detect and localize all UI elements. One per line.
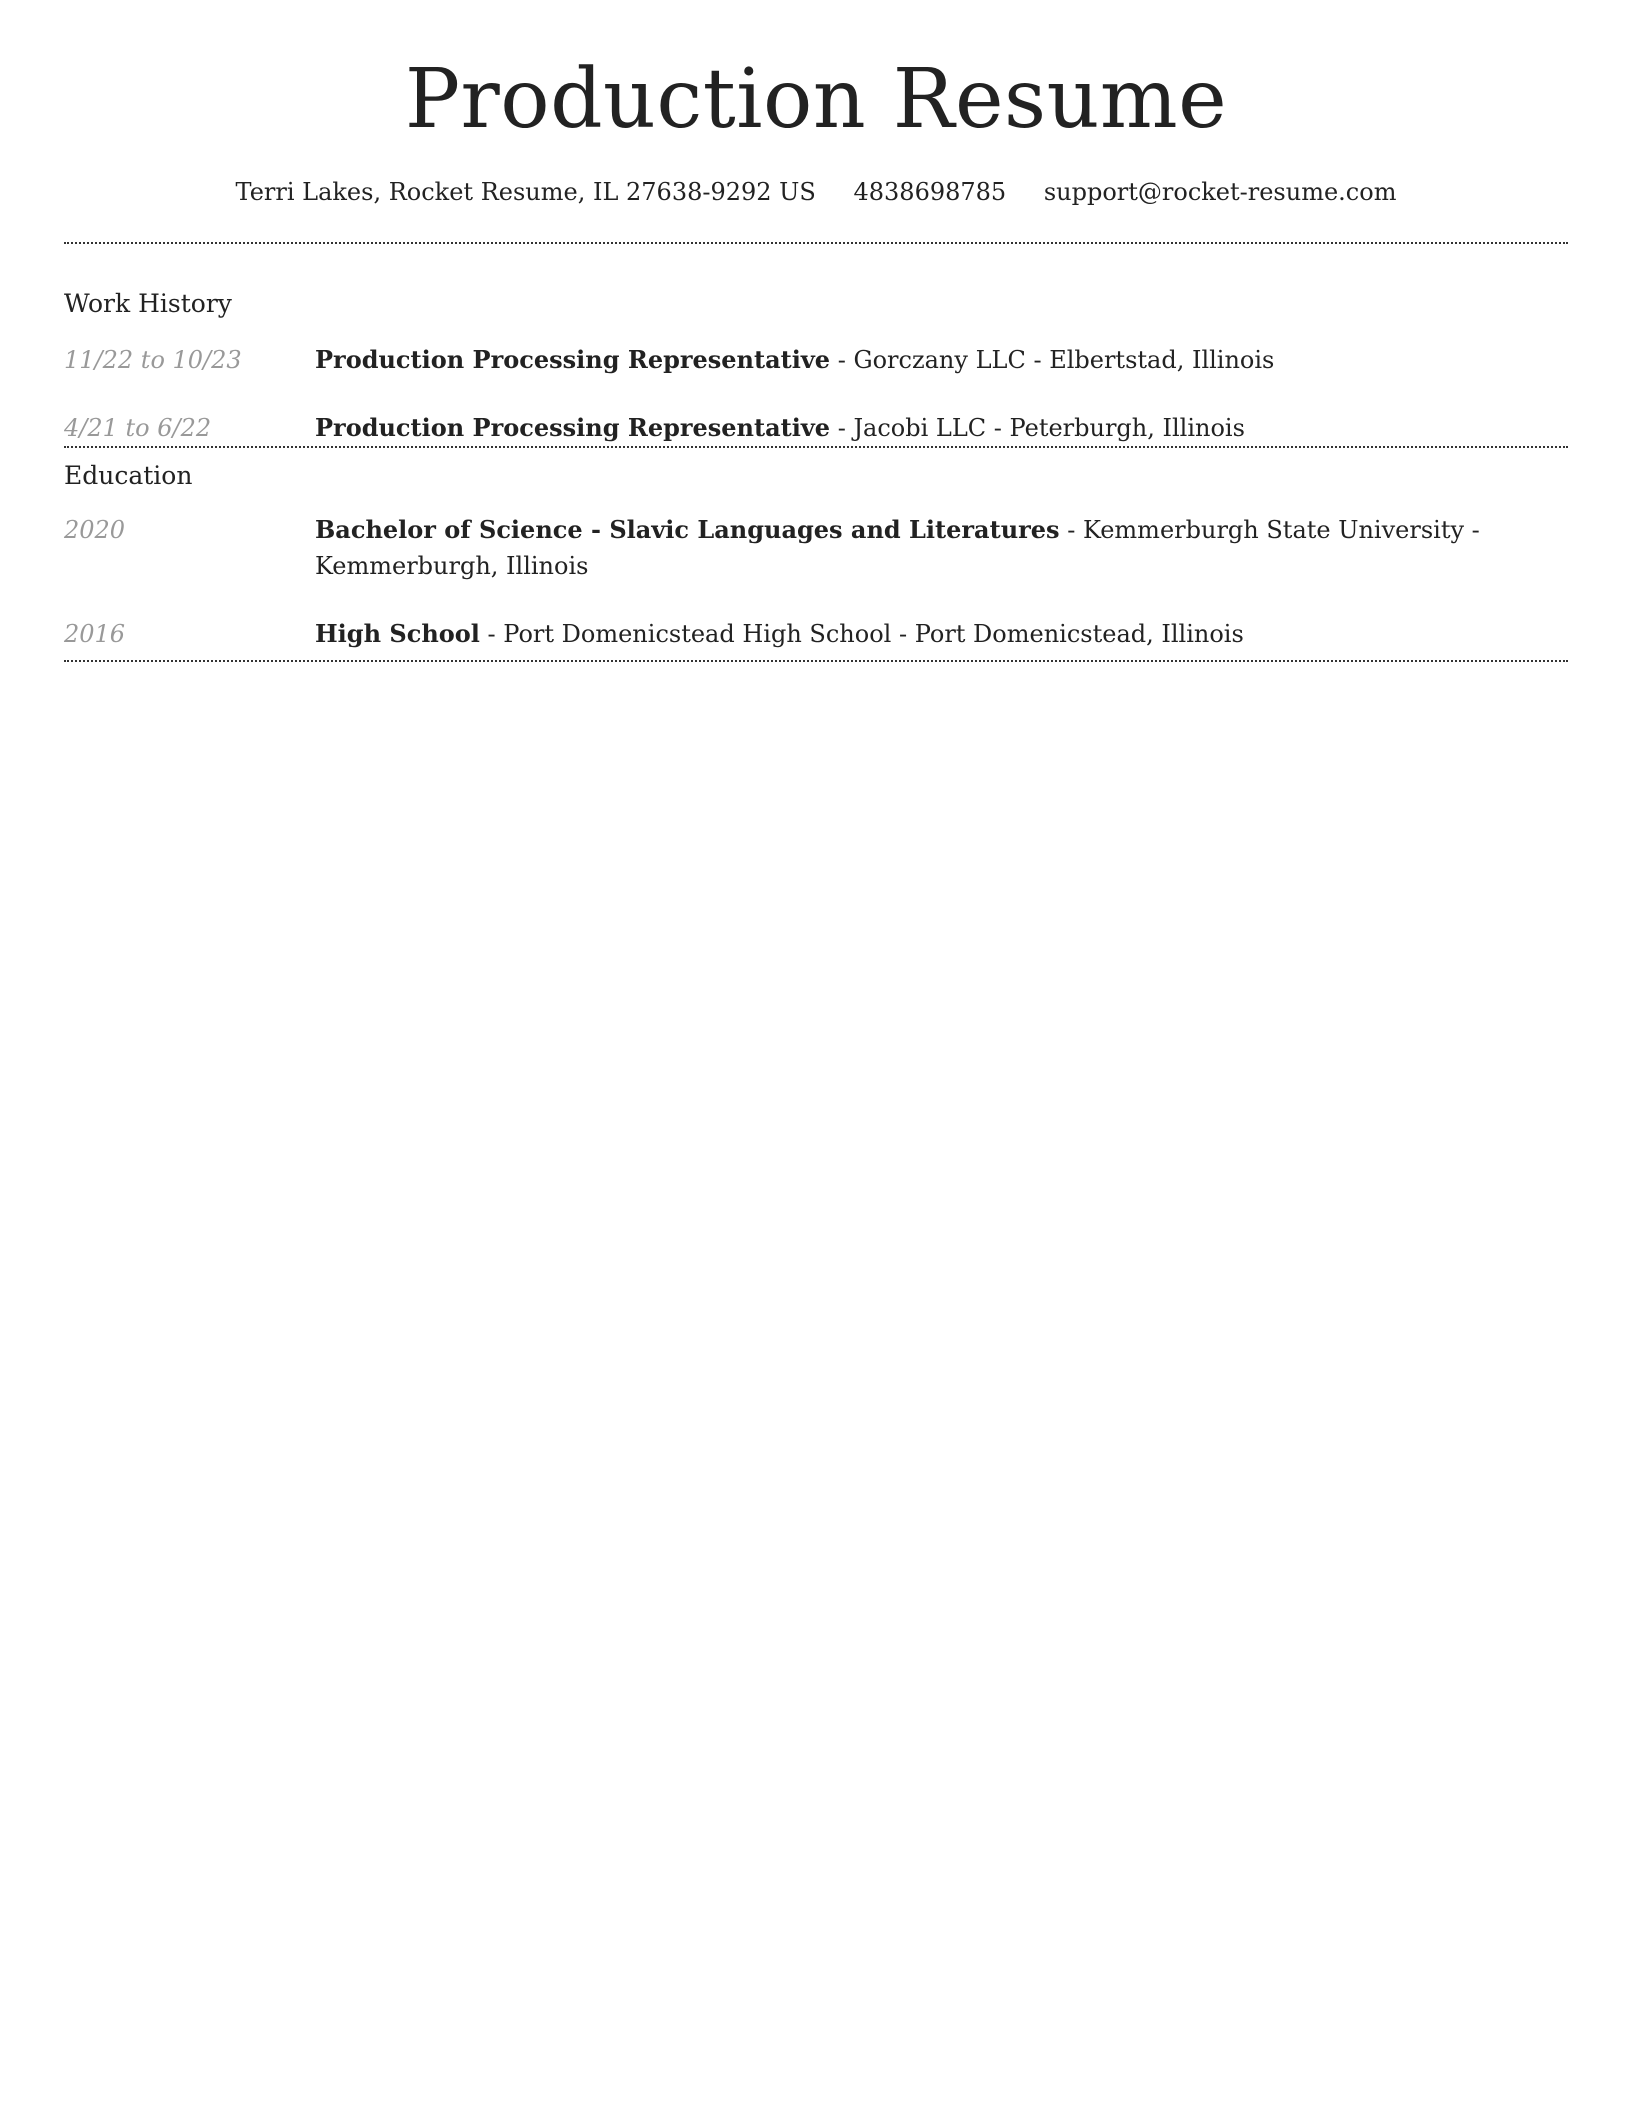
work-entry-description: [315, 342, 1568, 378]
work-entry-company: Gorczany LLC: [853, 346, 1026, 374]
contact-email: support@rocket-resume.com: [1043, 178, 1397, 206]
education-entry-description: [315, 616, 1568, 652]
work-entry-role: Production Processing Representative: [315, 413, 831, 442]
section-divider: [64, 446, 1568, 448]
separator: -: [479, 620, 504, 648]
education-entry-description: [315, 512, 1568, 584]
education-entry-school: Kemmerburgh State University: [1082, 516, 1465, 544]
education-entry-degree: High School: [315, 619, 480, 648]
separator: -: [830, 346, 854, 374]
work-entry-date: 4/21 to 6/22: [64, 414, 212, 442]
education-entry-location: Kemmerburgh, Illinois: [315, 552, 589, 580]
separator: -: [830, 414, 854, 442]
work-history-section: [64, 288, 1568, 446]
separator: -: [1464, 516, 1480, 544]
education-entry-date: 2016: [64, 620, 126, 648]
education-section: [64, 460, 1568, 652]
education-entry-degree: Bachelor of Science - Slavic Languages and Literatures: [315, 515, 1060, 544]
header-divider: [64, 242, 1568, 244]
education-entry-date: 2020: [64, 516, 126, 544]
separator: -: [1025, 346, 1050, 374]
work-entry-role: Production Processing Representative: [315, 345, 831, 374]
work-entry-date: 11/22 to 10/23: [64, 346, 242, 374]
work-entry: [64, 410, 1568, 446]
education-heading: Education: [64, 461, 193, 490]
work-history-heading: Work History: [64, 289, 232, 318]
separator: -: [1059, 516, 1083, 544]
separator: -: [986, 414, 1010, 442]
work-entry-location: Elbertstad, Illinois: [1049, 346, 1275, 374]
education-entry-school: Port Domenicstead High School: [503, 620, 892, 648]
work-entry-description: [315, 410, 1568, 446]
education-entry-location: Port Domenicstead, Illinois: [914, 620, 1244, 648]
section-divider: [64, 660, 1568, 662]
education-entry: [64, 616, 1568, 652]
education-entry: [64, 512, 1568, 584]
work-entry: [64, 342, 1568, 378]
work-entry-company: Jacobi LLC: [853, 414, 987, 442]
separator: -: [891, 620, 915, 648]
contact-line: [64, 176, 1568, 208]
work-entry-location: Peterburgh, Illinois: [1009, 414, 1245, 442]
contact-phone: 4838698785: [853, 178, 1007, 206]
resume-title: Production Resume: [404, 52, 1228, 147]
contact-address: Terri Lakes, Rocket Resume, IL 27638-9292 US: [235, 178, 816, 206]
